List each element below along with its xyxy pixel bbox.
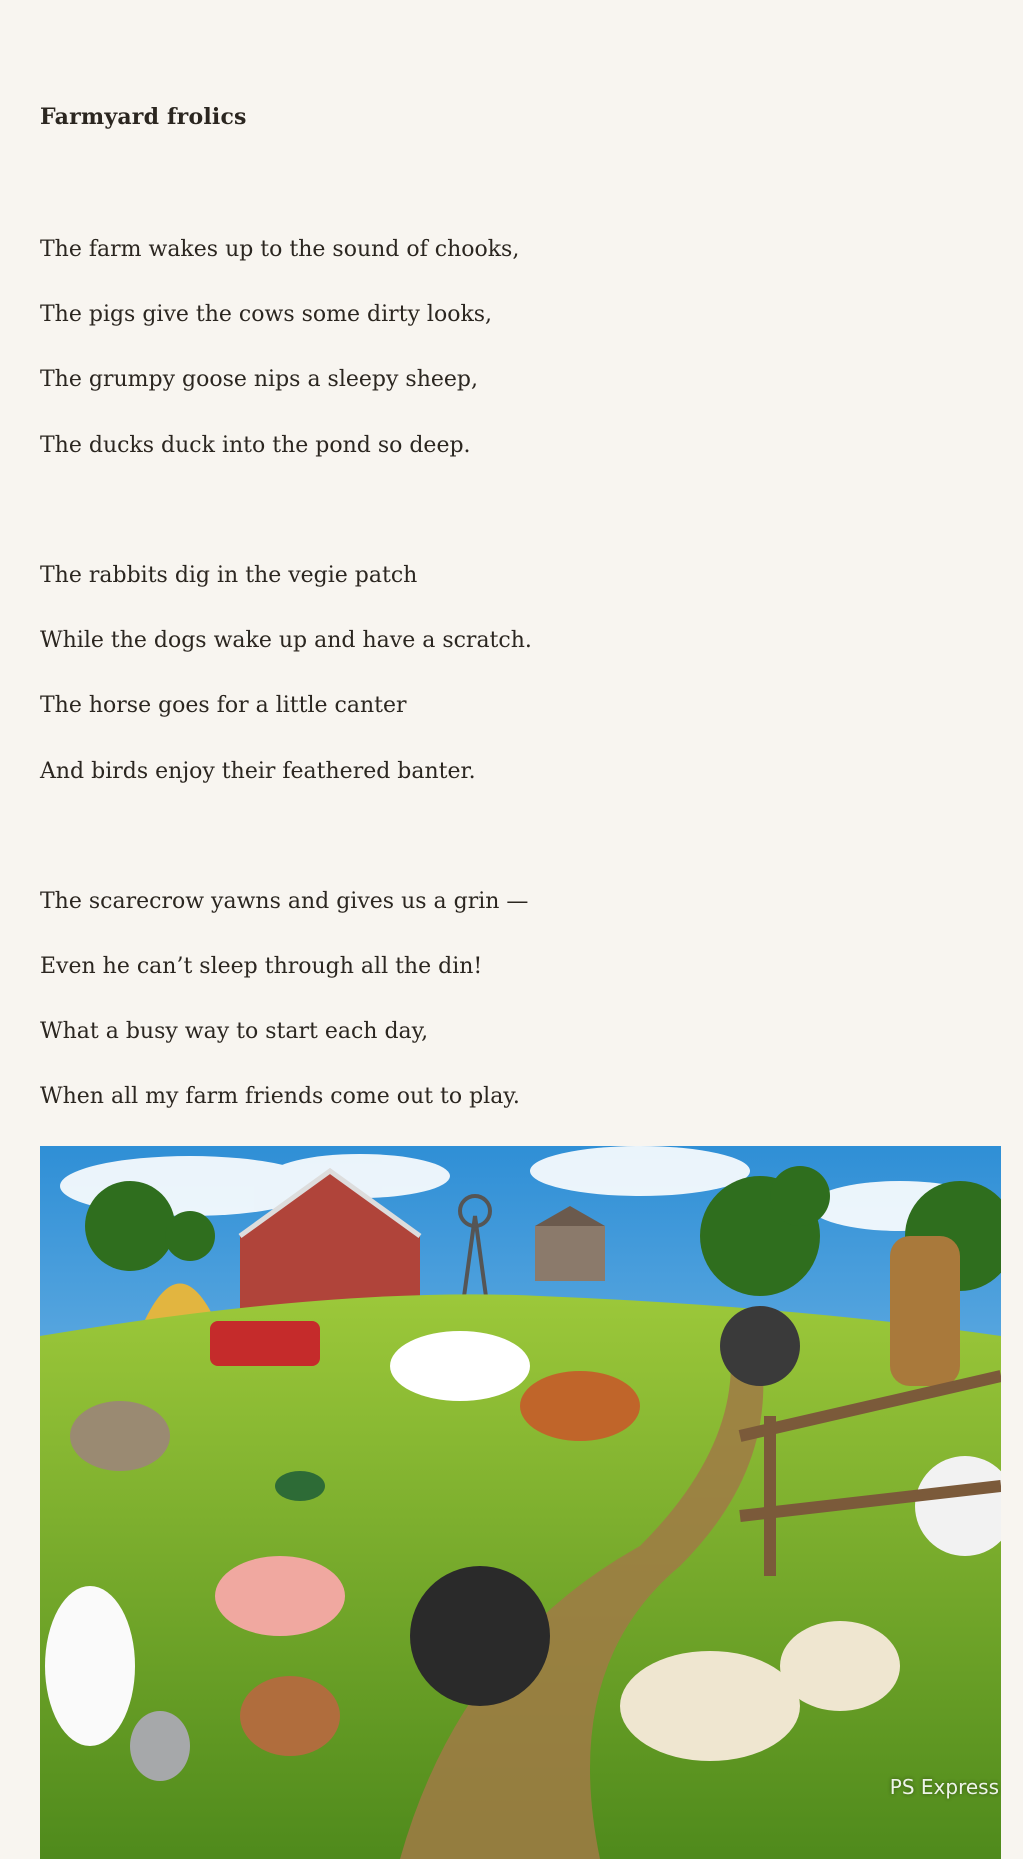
- poem-line: The scarecrow yawns and gives us a grin —: [40, 889, 529, 914]
- rooster: [720, 1306, 800, 1386]
- poem-line: The pigs give the cows some dirty looks,: [40, 302, 493, 327]
- hen: [240, 1676, 340, 1756]
- poem-line: The ducks duck into the pond so deep.: [40, 433, 471, 458]
- tractor: [210, 1321, 320, 1366]
- donkey: [70, 1401, 170, 1471]
- sheep: [620, 1651, 800, 1761]
- poem-line: And birds enjoy their feathered banter.: [40, 759, 476, 784]
- poem-line: The grumpy goose nips a sleepy sheep,: [40, 367, 478, 392]
- duck: [275, 1471, 325, 1501]
- watermark-text: PS Express: [889, 1775, 999, 1799]
- cow: [390, 1331, 530, 1401]
- poem-title: Farmyard frolics: [40, 104, 247, 130]
- poem-line: What a busy way to start each day,: [40, 1019, 429, 1044]
- dog: [410, 1566, 550, 1706]
- sheep: [780, 1621, 900, 1711]
- poem-line: Even he can’t sleep through all the din!: [40, 954, 483, 979]
- poem-line: The farm wakes up to the sound of chooks,: [40, 237, 520, 262]
- poem-line: The horse goes for a little canter: [40, 693, 407, 718]
- poem-line: When all my farm friends come out to play.: [40, 1084, 520, 1109]
- farm-scene-image: [40, 1146, 1001, 1859]
- pig: [215, 1556, 345, 1636]
- rabbit: [130, 1711, 190, 1781]
- horse: [520, 1371, 640, 1441]
- goose: [45, 1586, 135, 1746]
- poem-line: The rabbits dig in the vegie patch: [40, 563, 418, 588]
- poem-line: While the dogs wake up and have a scratch.: [40, 628, 532, 653]
- farm-illustration: [40, 1146, 1001, 1859]
- scarecrow: [890, 1236, 960, 1386]
